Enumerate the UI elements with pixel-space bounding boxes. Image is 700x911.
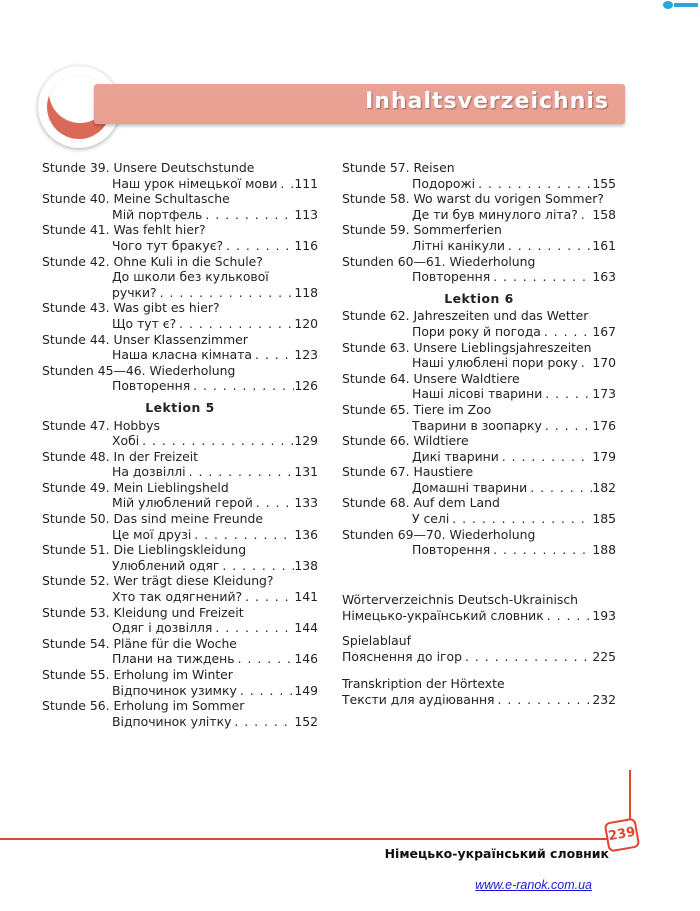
entry-ukrainian-title: Улюблений одяг — [112, 557, 220, 573]
toc-entry[interactable] — [42, 332, 318, 363]
page-number: 173 — [592, 386, 616, 402]
toc-entry[interactable] — [42, 449, 318, 480]
toc-entry[interactable] — [42, 636, 318, 667]
page-number: 158 — [592, 206, 616, 222]
page-number: 179 — [592, 448, 616, 464]
page-number: 133 — [294, 495, 318, 511]
page-number: 232 — [592, 691, 616, 707]
toc-left-column — [42, 160, 318, 729]
toc-entry[interactable] — [42, 667, 318, 698]
lektion-heading: Lektion 5 — [145, 399, 215, 415]
page-number: 113 — [294, 206, 318, 222]
entry-german-title: Stunde 40. Meine Schultasche — [42, 191, 230, 207]
appendix-ukrainian-title: Німецько-український словник — [342, 607, 544, 623]
toc-entry[interactable] — [342, 402, 616, 433]
toc-entry[interactable] — [42, 191, 318, 222]
toc-entry[interactable] — [342, 222, 616, 253]
entry-ukrainian-title: Плани на тиждень — [112, 651, 235, 667]
entry-ukrainian-title: Літні канікули — [412, 237, 505, 253]
entry-german-title: Stunde 63. Unsere Lieblingsjahreszeiten — [342, 339, 592, 355]
page-number: 129 — [294, 433, 318, 449]
entry-german-title: Stunde 43. Was gibt es hier? — [42, 300, 220, 316]
page-number: 144 — [294, 620, 318, 636]
entry-german-title: Stunde 58. Wo warst du vorigen Sommer? — [342, 191, 604, 207]
entry-ukrainian-title: Наш урок німецької мови — [112, 175, 278, 191]
toc-entry[interactable] — [42, 698, 318, 729]
appendix-german-title: Spielablauf — [342, 633, 411, 648]
toc-entry[interactable] — [42, 363, 318, 394]
page-number: 118 — [294, 284, 318, 300]
entry-german-title: Stunde 51. Die Lieblingskleidung — [42, 542, 247, 558]
entry-ukrainian-title: Де ти був минулого літа? — [412, 206, 578, 222]
entry-german-title: Stunde 54. Pläne für die Woche — [42, 635, 237, 651]
toc-entry[interactable] — [42, 254, 318, 301]
entry-ukrainian-title: Мій улюблений герой — [112, 495, 253, 511]
entry-ukrainian-title: Мій портфель — [112, 206, 203, 222]
entry-ukrainian-title: На дозвіллі — [112, 464, 186, 480]
entry-ukrainian-title: Одяг і дозвілля — [112, 620, 213, 636]
entry-german-title: Stunde 42. Ohne Kuli in die Schule? — [42, 253, 263, 269]
page-number: 167 — [592, 323, 616, 339]
toc-entry[interactable] — [342, 433, 616, 464]
entry-german-title: Stunde 39. Unsere Deutschstunde — [42, 160, 255, 175]
toc-entry[interactable] — [342, 527, 616, 558]
toc-entry[interactable] — [42, 605, 318, 636]
appendix-ukrainian-title: Пояснення до ігор — [342, 648, 462, 664]
page-number: 163 — [592, 269, 616, 285]
entry-german-title: Stunde 68. Auf dem Land — [342, 495, 500, 511]
entry-ukrainian-title: Повторення — [412, 269, 491, 285]
toc-appendix-entry[interactable] — [342, 676, 616, 707]
entry-ukrainian-title: Тварини в зоопарку — [412, 417, 542, 433]
toc-entry[interactable] — [42, 418, 318, 449]
entry-ukrainian-title: Хобі — [112, 433, 140, 449]
entry-german-title: Stunde 67. Haustiere — [342, 464, 474, 480]
toc-entry[interactable] — [42, 300, 318, 331]
entry-ukrainian-title: Дикі тварини — [412, 448, 499, 464]
publisher-url-link[interactable]: www.e-ranok.com.ua — [475, 878, 592, 892]
page-number: 141 — [294, 589, 318, 605]
entry-ukrainian-title: Повторення — [112, 378, 191, 394]
entry-german-title: Stunde 62. Jahreszeiten und das Wetter — [342, 308, 589, 324]
toc-entry[interactable] — [342, 160, 616, 191]
toc-appendix-entry[interactable] — [342, 633, 616, 664]
page-title: Inhaltsverzeichnis — [365, 89, 609, 114]
entry-ukrainian-title: Пори року й погода — [412, 323, 541, 339]
page-number: 170 — [592, 355, 616, 371]
appendix-ukrainian-title: Тексти для аудіювання — [342, 691, 495, 707]
entry-ukrainian-title: Чого тут бракує? — [112, 237, 224, 253]
book-title: Німецько-український словник — [384, 846, 609, 861]
entry-german-title: Stunde 50. Das sind meine Freunde — [42, 511, 263, 527]
appendix-german-title: Transkription der Hörtexte — [342, 676, 505, 691]
entry-german-title: Stunde 48. In der Freizeit — [42, 448, 199, 464]
toc-entry[interactable] — [342, 495, 616, 526]
page-number: 120 — [294, 315, 318, 331]
entry-german-title: Stunde 41. Was fehlt hier? — [42, 222, 206, 238]
entry-ukrainian-title: Відпочинок узимку — [112, 682, 237, 698]
toc-entry[interactable] — [342, 340, 616, 371]
toc-entry[interactable] — [42, 480, 318, 511]
entry-german-title: Stunde 47. Hobbys — [42, 417, 160, 433]
toc-entry[interactable] — [42, 222, 318, 253]
page-number: 111 — [294, 175, 318, 191]
entry-german-title: Stunde 49. Mein Lieblingsheld — [42, 479, 229, 495]
lektion-heading: Lektion 6 — [444, 290, 514, 306]
entry-german-title: Stunde 65. Tiere im Zoo — [342, 401, 492, 417]
page-number: 182 — [592, 479, 616, 495]
entry-ukrainian-title: Подорожі — [412, 175, 476, 191]
entry-ukrainian-title: Повторення — [412, 542, 491, 558]
toc-appendix-entry[interactable] — [342, 592, 616, 623]
page-number: 123 — [294, 347, 318, 363]
entry-german-title: Stunden 60—61. Wiederholung — [342, 253, 536, 269]
page-number: 126 — [294, 378, 318, 394]
toc-right-column — [342, 160, 616, 558]
entry-ukrainian-title: Наша класна кімната — [112, 347, 252, 363]
toc-entry[interactable] — [342, 254, 616, 285]
entry-german-title: Stunde 56. Erholung im Sommer — [42, 698, 245, 714]
toc-entry[interactable] — [342, 308, 616, 339]
entry-ukrainian-title: Відпочинок улітку — [112, 713, 232, 729]
page-number: 193 — [592, 607, 616, 623]
entry-ukrainian-title: Наші улюблені пори року — [412, 355, 578, 371]
toc-entry[interactable] — [342, 371, 616, 402]
entry-german-title: Stunde 66. Wildtiere — [342, 433, 469, 449]
appendix-german-title: Wörterverzeichnis Deutsch-Ukrainisch — [342, 592, 579, 607]
entry-ukrainian-title-cont: ручки? — [112, 284, 157, 300]
page-number: 138 — [294, 557, 318, 573]
page-number: 149 — [294, 682, 318, 698]
page-number: 136 — [294, 526, 318, 542]
entry-ukrainian-title: Це мої друзі — [112, 526, 192, 542]
title-banner — [94, 84, 625, 124]
page-number: 152 — [294, 713, 318, 729]
page-number: 225 — [592, 648, 616, 664]
page-number: 185 — [592, 511, 616, 527]
entry-german-title: Stunden 69—70. Wiederholung — [342, 526, 536, 542]
entry-german-title: Stunde 55. Erholung im Winter — [42, 667, 233, 682]
toc-entry[interactable] — [42, 573, 318, 604]
footer-horizontal-rule — [0, 838, 610, 840]
page-number: 146 — [294, 651, 318, 667]
publisher-logo-icon — [662, 0, 700, 10]
entry-german-title: Stunde 52. Wer trägt diese Kleidung? — [42, 573, 274, 589]
toc-entry[interactable] — [42, 160, 318, 191]
entry-german-title: Stunde 53. Kleidung und Freizeit — [42, 604, 244, 620]
entry-ukrainian-title: Домашні тварини — [412, 479, 528, 495]
page-number: 176 — [592, 417, 616, 433]
entry-german-title: Stunden 45—46. Wiederholung — [42, 362, 236, 378]
entry-ukrainian-title: Хто так одягнений? — [112, 589, 243, 605]
entry-ukrainian-title: Що тут є? — [112, 315, 177, 331]
page-number: 188 — [592, 542, 616, 558]
page-number: 155 — [592, 175, 616, 191]
page-number-badge: 239 — [604, 817, 641, 852]
entry-german-title: Stunde 59. Sommerferien — [342, 222, 502, 238]
entry-german-title: Stunde 64. Unsere Waldtiere — [342, 370, 520, 386]
toc-entry[interactable] — [342, 464, 616, 495]
page-number: 161 — [592, 237, 616, 253]
entry-german-title: Stunde 44. Unser Klassenzimmer — [42, 331, 248, 347]
page-number: 131 — [294, 464, 318, 480]
entry-ukrainian-title: Наші лісові тварини — [412, 386, 543, 402]
toc-entry[interactable] — [342, 191, 616, 222]
entry-german-title: Stunde 57. Reisen — [342, 160, 455, 175]
entry-ukrainian-title: До школи без кулькової — [112, 269, 269, 285]
entry-ukrainian-title: У селі — [412, 511, 450, 527]
page-number: 116 — [294, 237, 318, 253]
toc-entry[interactable] — [42, 511, 318, 542]
toc-entry[interactable] — [42, 542, 318, 573]
